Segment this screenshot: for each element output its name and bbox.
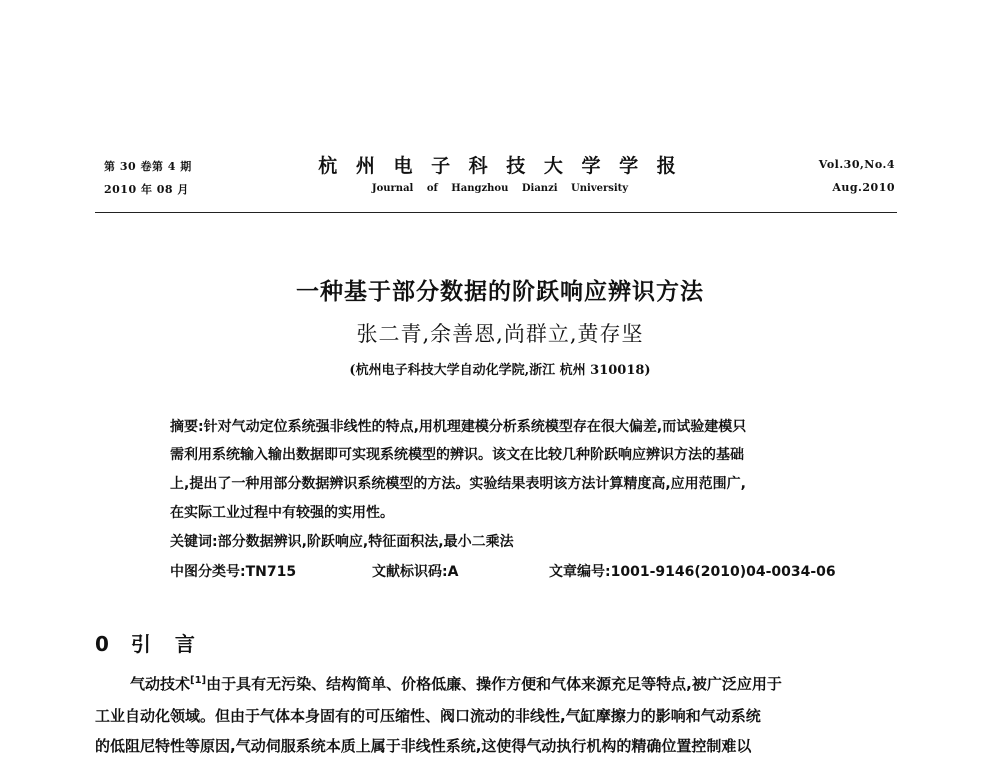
section-heading (95, 628, 219, 657)
volume-issue: 第 30 卷第 4 期 (104, 160, 192, 173)
body-line-2: 工业自动化领域。但由于气体本身固有的可压缩性、阀口流动的非线性,气缸摩擦力的影响和气动系统 (95, 707, 761, 725)
article-number (549, 561, 836, 581)
article-number-label: 文章编号: (549, 564, 611, 580)
journal-title-en: Journal of Hangzhou Dianzi University (371, 183, 629, 194)
section-title: 引言 (130, 632, 219, 656)
abstract-text-1: 针对气动定位系统强非线性的特点,用机理建模分析系统模型存在很大偏差,而试验建模只 (203, 419, 747, 435)
header-rule (95, 212, 897, 213)
abstract-line-3: 上,提出了一种用部分数据辨识系统模型的方法。实验结果表明该方法计算精度高,应用范围广, (170, 476, 746, 492)
citation-ref: [1] (190, 675, 207, 686)
volume-number: Vol.30,No.4 (818, 158, 895, 171)
keywords-line (170, 531, 850, 551)
paper-title: 一种基于部分数据的阶跃响应辨识方法 (296, 279, 704, 305)
body-line-1-start: 气动技术 (130, 675, 191, 693)
body-line-1-rest: 由于具有无污染、结构简单、价格低廉、操作方便和气体来源充足等特点,被广泛应用于 (206, 675, 782, 693)
keywords-text: 部分数据辨识,阶跃响应,特征面积法,最小二乘法 (217, 534, 514, 550)
document-code-label: 文献标识码: (372, 564, 448, 580)
abstract-line-1 (170, 416, 850, 436)
document-code (372, 561, 458, 581)
body-line-1 (130, 673, 900, 694)
abstract-line-4: 在实际工业过程中有较强的实用性。 (170, 505, 394, 521)
issue-date: Aug.2010 (832, 181, 895, 194)
document-code-value: A (447, 564, 459, 580)
clc-value: TN715 (245, 564, 297, 580)
section-number: 0 (95, 632, 109, 656)
abstract-label: 摘要: (170, 419, 204, 435)
paper-authors: 张二青,余善恩,尚群立,黄存坚 (356, 322, 644, 346)
clc-label: 中图分类号: (170, 564, 246, 580)
journal-title-cn: 杭 州 电 子 科 技 大 学 学 报 (318, 155, 682, 177)
paper-affiliation: (杭州电子科技大学自动化学院,浙江 杭州 310018) (349, 363, 651, 378)
publication-date: 2010 年 08 月 (104, 183, 189, 196)
article-number-value: 1001-9146(2010)04-0034-06 (610, 564, 836, 580)
keywords-label: 关键词: (170, 534, 218, 550)
body-line-3: 的低阻尼特性等原因,气动伺服系统本质上属于非线性系统,这使得气动执行机构的精确位置控制难以 (95, 737, 752, 755)
abstract-line-2: 需利用系统输入输出数据即可实现系统模型的辨识。该文在比较几种阶跃响应辨识方法的基础 (170, 447, 744, 463)
